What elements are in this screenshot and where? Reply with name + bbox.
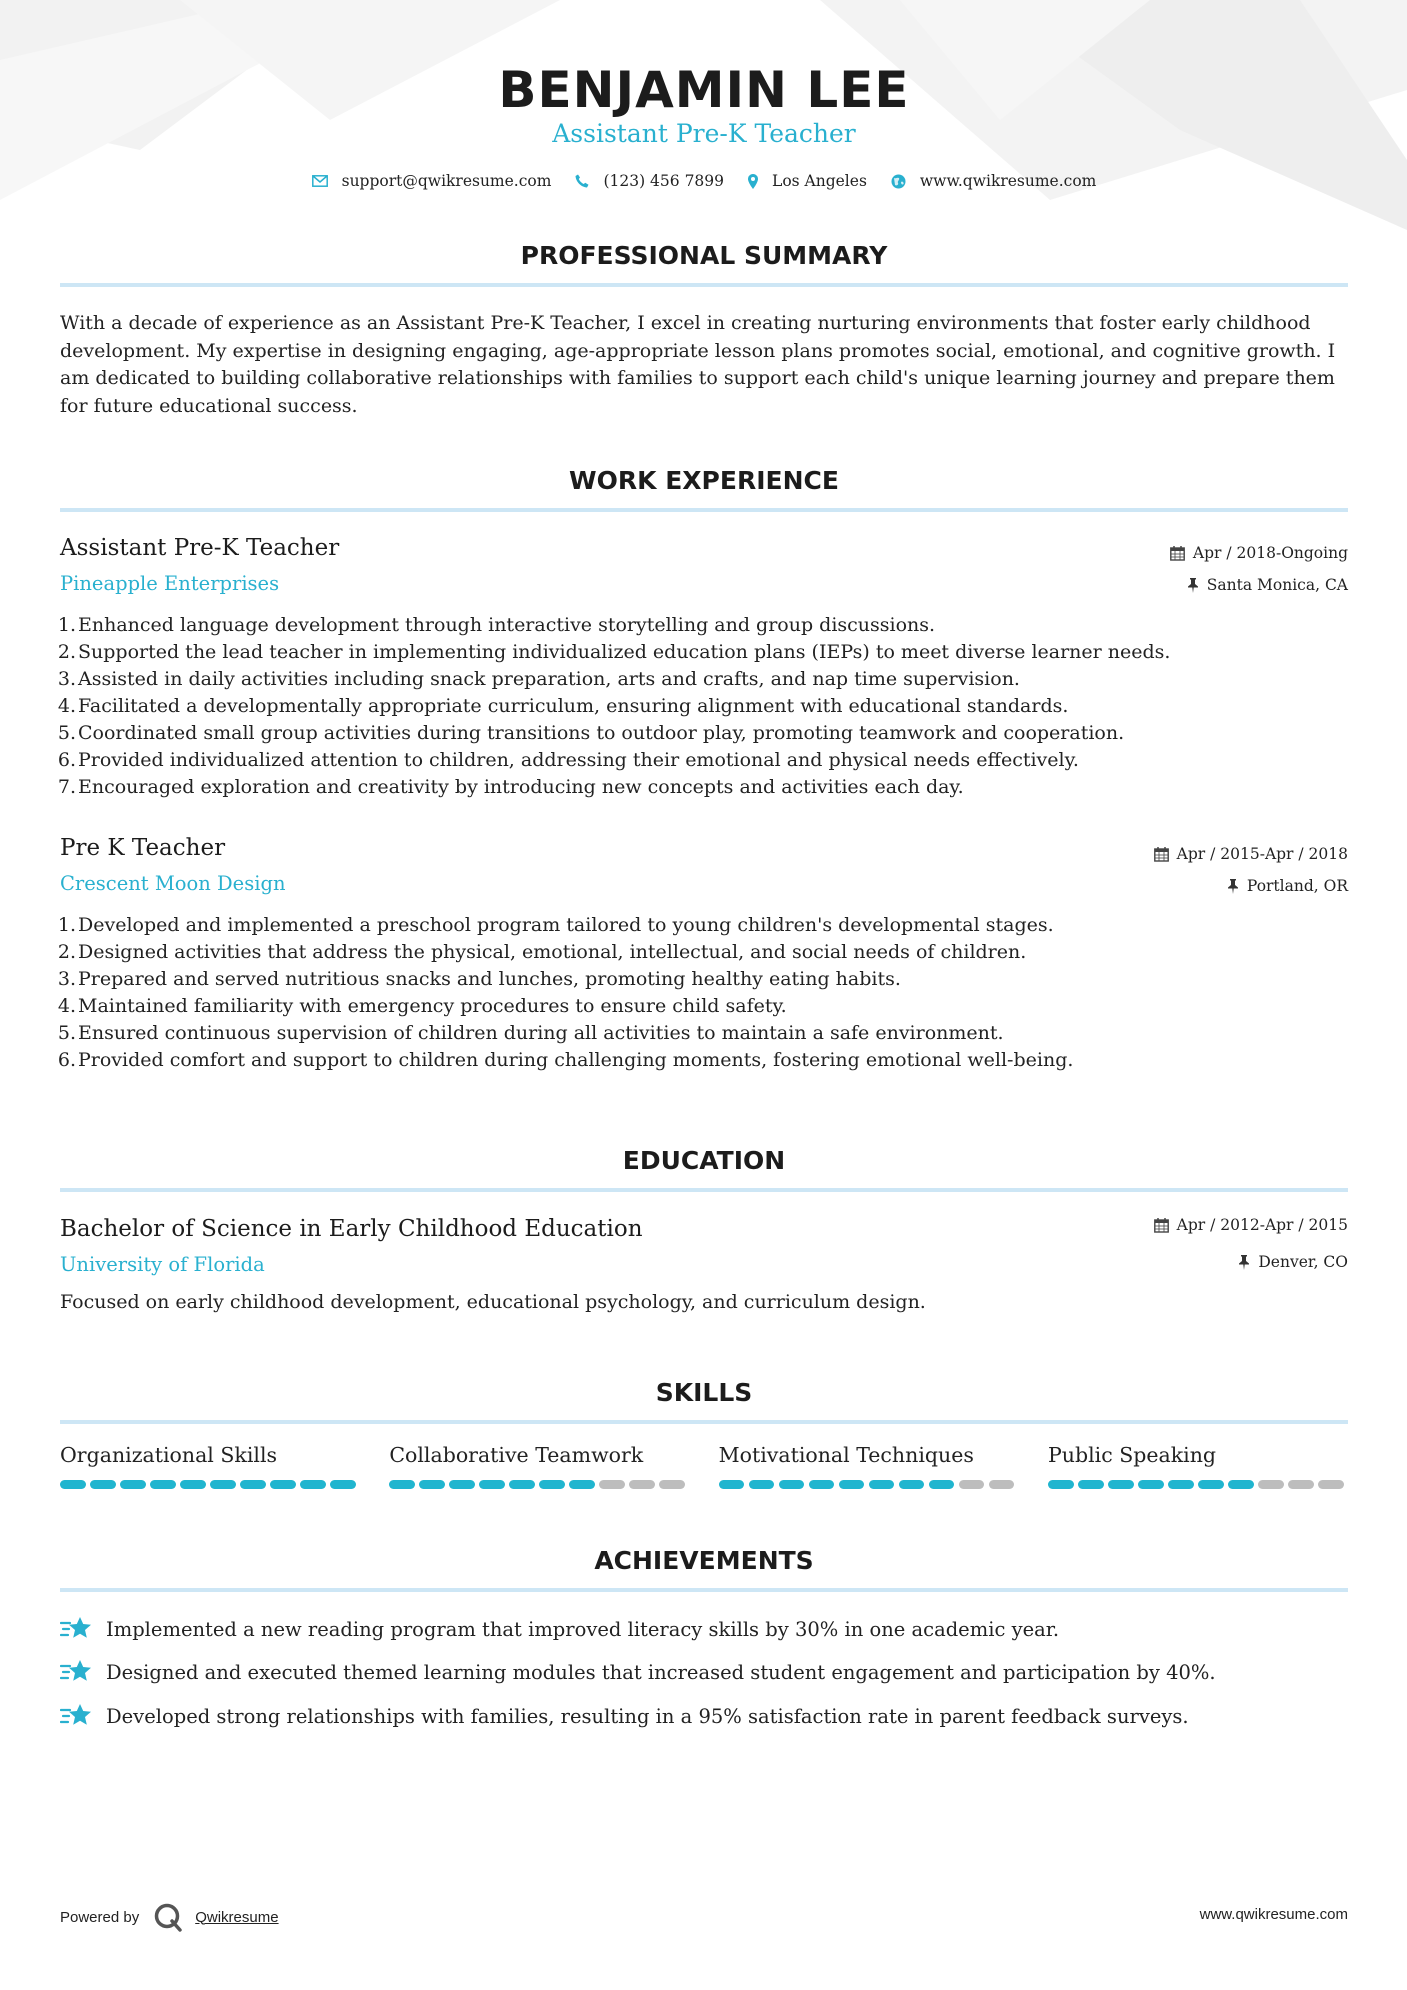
achievement-item (60, 1615, 1059, 1643)
skill-item (1048, 1440, 1348, 1489)
skill-segment-filled (929, 1480, 955, 1489)
skill-name: Public Speaking (1047, 1443, 1217, 1467)
shooting-star-icon (60, 1658, 92, 1686)
skill-segment-filled (1228, 1480, 1254, 1489)
skill-segment-filled (210, 1480, 236, 1489)
duty-item: Supported the lead teacher in implementing individualized education plans (IEPs) to meet diverse learner needs. (78, 641, 1171, 663)
envelope-icon (312, 175, 328, 187)
job-location-text: Portland, OR (1246, 877, 1348, 895)
education-divider (60, 1188, 1348, 1192)
candidate-name: BENJAMIN LEE (498, 61, 910, 119)
achievements-divider (60, 1588, 1348, 1592)
skill-segment-empty (1288, 1480, 1314, 1489)
map-pin-icon (748, 174, 758, 189)
skill-segment-filled (300, 1480, 326, 1489)
phone-icon (575, 174, 589, 188)
job-location (1227, 876, 1348, 896)
contact-phone[interactable] (575, 172, 724, 190)
resume-page (60, 0, 1348, 1990)
calendar-icon (1154, 1218, 1169, 1233)
skill-segment-filled (899, 1480, 925, 1489)
experience-divider (60, 508, 1348, 512)
phone-text: (123) 456 7899 (603, 172, 725, 190)
candidate-title: Assistant Pre-K Teacher (552, 119, 856, 148)
contact-location (748, 172, 867, 190)
education-location-text: Denver, CO (1258, 1253, 1348, 1271)
skill-segment-filled (839, 1480, 865, 1489)
skill-segment-filled (569, 1480, 595, 1489)
website-text: www.qwikresume.com (919, 172, 1097, 190)
skill-name: Motivational Techniques (718, 1443, 974, 1467)
skill-segment-empty (629, 1480, 655, 1489)
skill-segment-filled (1078, 1480, 1104, 1489)
skill-segment-filled (509, 1480, 535, 1489)
skill-level-bar (60, 1480, 360, 1489)
skills-divider (60, 1420, 1348, 1424)
duty-item: Encouraged exploration and creativity by introducing new concepts and activities each day. (78, 776, 964, 798)
duty-item: Maintained familiarity with emergency procedures to ensure child safety. (78, 995, 787, 1017)
skill-segment-filled (90, 1480, 116, 1489)
experience-heading: WORK EXPERIENCE (569, 466, 839, 495)
duty-item: Enhanced language development through interactive storytelling and group discussions. (78, 614, 936, 636)
skill-level-bar (1048, 1480, 1348, 1489)
duty-item: Provided individualized attention to children, addressing their emotional and physical needs effectively. (78, 749, 1079, 771)
qwikresume-link[interactable]: Qwikresume (195, 1908, 279, 1926)
duty-item: Ensured continuous supervision of children during all activities to maintain a safe environment. (78, 1022, 1004, 1044)
job-dates (1154, 844, 1348, 864)
achievement-text: Designed and executed themed learning modules that increased student engagement and participation by 40%. (106, 1660, 1216, 1684)
skill-segment-filled (539, 1480, 565, 1489)
skill-segment-filled (779, 1480, 805, 1489)
job-dates (1170, 543, 1348, 563)
skills-heading: SKILLS (655, 1378, 753, 1407)
shooting-star-icon (60, 1702, 92, 1730)
summary-divider (60, 283, 1348, 287)
achievement-item (60, 1702, 1189, 1730)
duty-item: Designed activities that address the physical, emotional, intellectual, and social needs of children. (78, 941, 1027, 963)
skill-item (389, 1440, 689, 1489)
skill-segment-empty (659, 1480, 685, 1489)
duty-item: Provided comfort and support to children during challenging moments, fostering emotional well-being. (78, 1049, 1074, 1071)
skill-item (719, 1440, 1019, 1489)
skill-segment-filled (1108, 1480, 1134, 1489)
education-dates (1154, 1215, 1348, 1235)
achievements-heading: ACHIEVEMENTS (594, 1546, 814, 1575)
skill-segment-empty (1258, 1480, 1284, 1489)
footer-website[interactable]: www.qwikresume.com (1199, 1906, 1348, 1923)
duty-item: Prepared and served nutritious snacks and lunches, promoting healthy eating habits. (78, 968, 901, 990)
footer-powered-by (60, 1902, 279, 1932)
job-duties (60, 912, 1348, 1074)
location-text: Los Angeles (772, 172, 867, 190)
pushpin-icon (1238, 1255, 1250, 1270)
school-name: University of Florida (60, 1253, 265, 1276)
job-location (1187, 575, 1348, 595)
duty-item: Coordinated small group activities during transitions to outdoor play, promoting teamwork and cooperation. (78, 722, 1125, 744)
skill-segment-filled (330, 1480, 356, 1489)
skill-segment-filled (479, 1480, 505, 1489)
skill-segment-filled (120, 1480, 146, 1489)
skill-segment-filled (1138, 1480, 1164, 1489)
duty-item: Facilitated a developmentally appropriate curriculum, ensuring alignment with educational standards. (78, 695, 1069, 717)
skill-segment-filled (1198, 1480, 1224, 1489)
job-company: Pineapple Enterprises (60, 572, 280, 595)
skill-segment-filled (60, 1480, 86, 1489)
duty-item: Assisted in daily activities including snack preparation, arts and crafts, and nap time supervision. (78, 668, 1020, 690)
skill-segment-filled (719, 1480, 745, 1489)
calendar-icon (1170, 546, 1185, 561)
job-dates-text: Apr / 2015-Apr / 2018 (1176, 845, 1348, 863)
contact-row (60, 172, 1348, 190)
achievement-text: Developed strong relationships with families, resulting in a 95% satisfaction rate in parent feedback surveys. (106, 1704, 1189, 1728)
education-dates-text: Apr / 2012-Apr / 2015 (1176, 1216, 1348, 1234)
skill-segment-filled (749, 1480, 775, 1489)
skill-segment-filled (389, 1480, 415, 1489)
skill-segment-empty (599, 1480, 625, 1489)
education-heading: EDUCATION (622, 1146, 786, 1175)
job-title: Assistant Pre-K Teacher (60, 535, 340, 561)
skill-segment-filled (449, 1480, 475, 1489)
degree-title: Bachelor of Science in Early Childhood Education (60, 1216, 643, 1242)
summary-text: With a decade of experience as an Assistant Pre-K Teacher, I excel in creating nurturing environments that foster early childhood development. My expertise in designing engaging, age-appropriate lesson plans promotes social, emotional, and cognitive growth. I am dedicated to building collaborative relationships with families to support each child's unique learning journey and prepare them for future educational success. (60, 312, 1336, 417)
achievement-text: Implemented a new reading program that improved literacy skills by 30% in one academic year. (106, 1617, 1060, 1641)
pushpin-icon (1187, 578, 1199, 593)
qwikresume-logo-icon (153, 1902, 183, 1932)
skill-segment-filled (150, 1480, 176, 1489)
skill-segment-filled (270, 1480, 296, 1489)
skill-segment-filled (1168, 1480, 1194, 1489)
skill-level-bar (719, 1480, 1019, 1489)
skill-segment-filled (809, 1480, 835, 1489)
job-duties (60, 612, 1348, 801)
summary-heading: PROFESSIONAL SUMMARY (520, 241, 888, 270)
skill-segment-empty (959, 1480, 985, 1489)
duty-item: Developed and implemented a preschool program tailored to young children's developmental stages. (78, 914, 1054, 936)
pushpin-icon (1227, 879, 1239, 894)
contact-email[interactable] (312, 172, 552, 190)
email-text: support@qwikresume.com (341, 172, 552, 190)
skill-segment-filled (180, 1480, 206, 1489)
job-title: Pre K Teacher (60, 835, 226, 861)
powered-by-label: Powered by (60, 1908, 140, 1926)
job-location-text: Santa Monica, CA (1206, 576, 1348, 594)
skill-item (60, 1440, 360, 1489)
skills-list (60, 1440, 1348, 1489)
skill-segment-filled (869, 1480, 895, 1489)
skill-segment-filled (419, 1480, 445, 1489)
education-location (1238, 1252, 1348, 1272)
skill-segment-empty (989, 1480, 1015, 1489)
globe-icon (891, 174, 906, 189)
shooting-star-icon (60, 1615, 92, 1643)
skill-segment-filled (1048, 1480, 1074, 1489)
education-description: Focused on early childhood development, educational psychology, and curriculum design. (60, 1291, 926, 1313)
skill-level-bar (389, 1480, 689, 1489)
job-dates-text: Apr / 2018-Ongoing (1192, 544, 1348, 562)
skill-segment-empty (1318, 1480, 1344, 1489)
job-company: Crescent Moon Design (60, 872, 286, 895)
skill-name: Collaborative Teamwork (389, 1443, 644, 1467)
skill-name: Organizational Skills (60, 1443, 278, 1467)
contact-website[interactable] (891, 172, 1096, 190)
calendar-icon (1154, 847, 1169, 862)
achievement-item (60, 1658, 1216, 1686)
skill-segment-filled (240, 1480, 266, 1489)
